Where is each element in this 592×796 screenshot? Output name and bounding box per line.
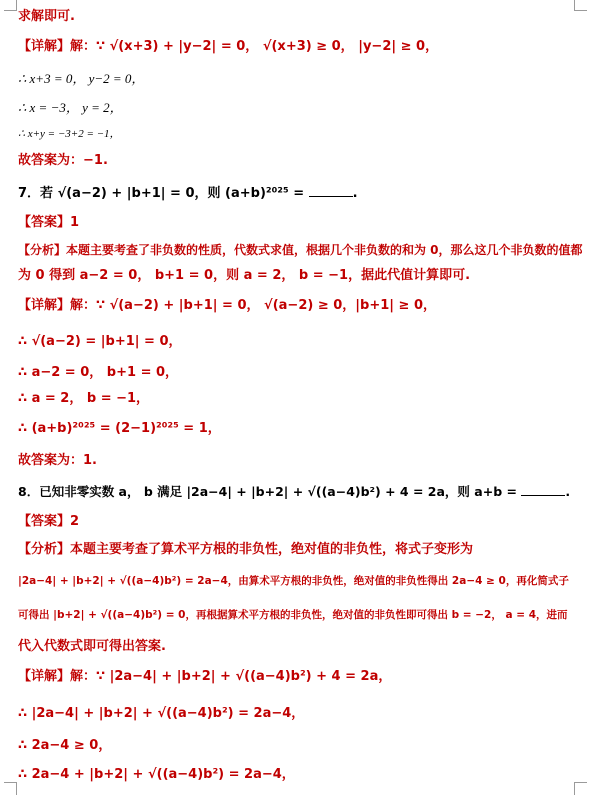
answer-line: 【答案】1 — [18, 215, 80, 230]
math-line: ∴ x+y = −3+2 = −1， — [18, 128, 121, 140]
math-line: ∴ √(a−2) = |b+1| = 0， — [18, 334, 182, 349]
math-line: ∴ a−2 = 0， b+1 = 0， — [18, 365, 179, 380]
question-7: 7．若 √(a−2) + |b+1| = 0，则 (a+b)²⁰²⁵ = . — [18, 186, 358, 201]
answer-line: 故答案为：−1. — [18, 153, 108, 168]
answer-blank — [521, 483, 565, 496]
math-line: ∴ 2a−4 + |b+2| + √((a−4)b²) = 2a−4， — [18, 767, 295, 782]
question-8: 8．已知非零实数 a， b 满足 |2a−4| + |b+2| + √((a−4)b²) + 4 = 2a，则 a+b = . — [18, 484, 571, 499]
math-line: ∴ |2a−4| + |b+2| + √((a−4)b²) = 2a−4， — [18, 706, 305, 721]
analysis-line: 代入代数式即可得出答案. — [18, 639, 166, 654]
answer-blank — [309, 184, 353, 197]
solution-line: 【详解】解：∵ |2a−4| + |b+2| + √((a−4)b²) + 4 = 2a， — [18, 669, 392, 684]
text-line: 求解即可. — [18, 9, 75, 24]
page-corner-bottom-left — [4, 782, 17, 795]
analysis-line: 可得出 |b+2| + √((a−4)b²) = 0，再根据算术平方根的非负性，绝对值的非负性即可得出 b = −2， a = 4，进而 — [18, 609, 568, 621]
page-corner-top-left — [4, 0, 17, 11]
question-7-text: 7．若 √(a−2) + |b+1| = 0，则 (a+b)²⁰²⁵ = — [18, 186, 305, 201]
math-line: ∴ 2a−4 ≥ 0， — [18, 738, 112, 753]
solution-line: 【详解】解：∵ √(a−2) + |b+1| = 0， √(a−2) ≥ 0，|b+1| ≥ 0， — [18, 298, 437, 313]
question-8-text: 8．已知非零实数 a， b 满足 |2a−4| + |b+2| + √((a−4)b²) + 4 = 2a，则 a+b = — [18, 484, 517, 499]
page-corner-top-right — [574, 0, 587, 11]
math-line: ∴ (a+b)²⁰²⁵ = (2−1)²⁰²⁵ = 1， — [18, 421, 221, 436]
solution-line — [18, 38, 438, 56]
math-line: ∴ a = 2， b = −1， — [18, 391, 150, 406]
math-line: ∴ x+3 = 0， y−2 = 0， — [18, 71, 145, 86]
math-line: ∴ x = −3， y = 2， — [18, 100, 123, 115]
analysis-line: 为 0 得到 a−2 = 0， b+1 = 0，则 a = 2， b = −1，据此代值计算即可. — [18, 268, 471, 283]
answer-line: 【答案】2 — [18, 514, 80, 529]
analysis-line: 【分析】本题主要考查了非负数的性质，代数式求值，根据几个非负数的和为 0，那么这几个非负数的值都 — [18, 243, 583, 257]
answer-line: 故答案为：1. — [18, 453, 97, 468]
analysis-line: |2a−4| + |b+2| + √((a−4)b²) = 2a−4，由算术平方根的非负性，绝对值的非负性得出 2a−4 ≥ 0，再化简式子 — [18, 575, 569, 587]
analysis-line: 【分析】本题主要考查了算术平方根的非负性，绝对值的非负性，将式子变形为 — [18, 542, 474, 557]
solution-text: 【详解】解：∵ √(x+3) + |y−2| = 0， √(x+3) ≥ 0， |y−2| ≥ 0， — [18, 39, 439, 54]
page-corner-bottom-right — [574, 782, 587, 795]
